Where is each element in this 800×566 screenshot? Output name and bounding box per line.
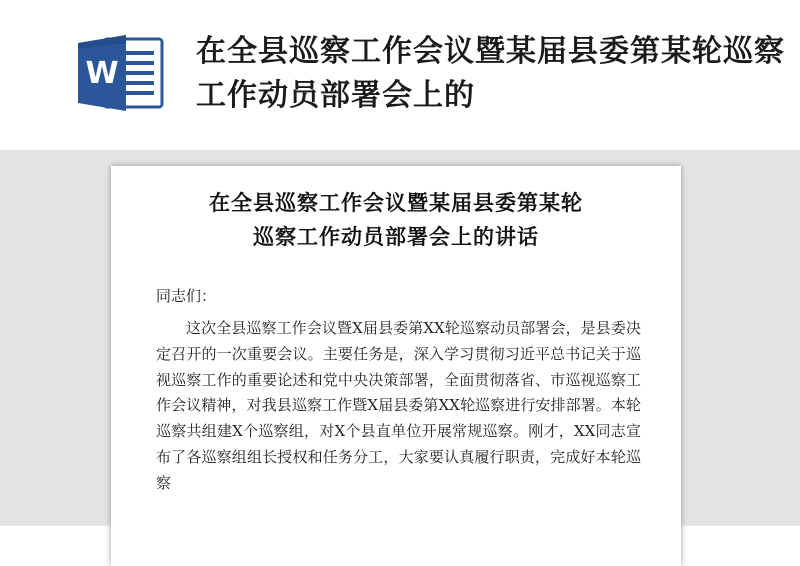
salutation: 同志们： — [156, 287, 217, 305]
document-title-line1: 在全县巡察工作会议暨某届县委第某轮 — [209, 190, 583, 215]
word-document-icon — [76, 33, 166, 113]
body-paragraph: 这次全县巡察工作会议暨X届县委第XX轮巡察动员部署会，是县委决定召开的一次重要会议。主要任务是，深入学习贯彻习近平总书记关于巡视巡察工作的重要论述和党中央决策部署，全面贯彻落省、市巡视巡察工作会议精神，对我县巡察工作暨X届县委第XX轮巡察进行安排部署。本轮巡察共组建X个巡察组，对X个县直单位开展常规巡察。刚才，XX同志宣布了各巡察组组长授权和任务分工，大家要认真履行职责，完成好本轮巡察 — [156, 319, 641, 492]
document-page — [111, 166, 681, 566]
document-title-line2: 巡察工作动员部署会上的讲话 — [253, 224, 539, 249]
document-title — [151, 186, 641, 254]
word-icon-letter: W — [85, 56, 119, 91]
header-title: 在全县巡察工作会议暨某届县委第某轮巡察工作动员部署会上的 — [196, 34, 785, 113]
header-banner — [0, 0, 800, 150]
